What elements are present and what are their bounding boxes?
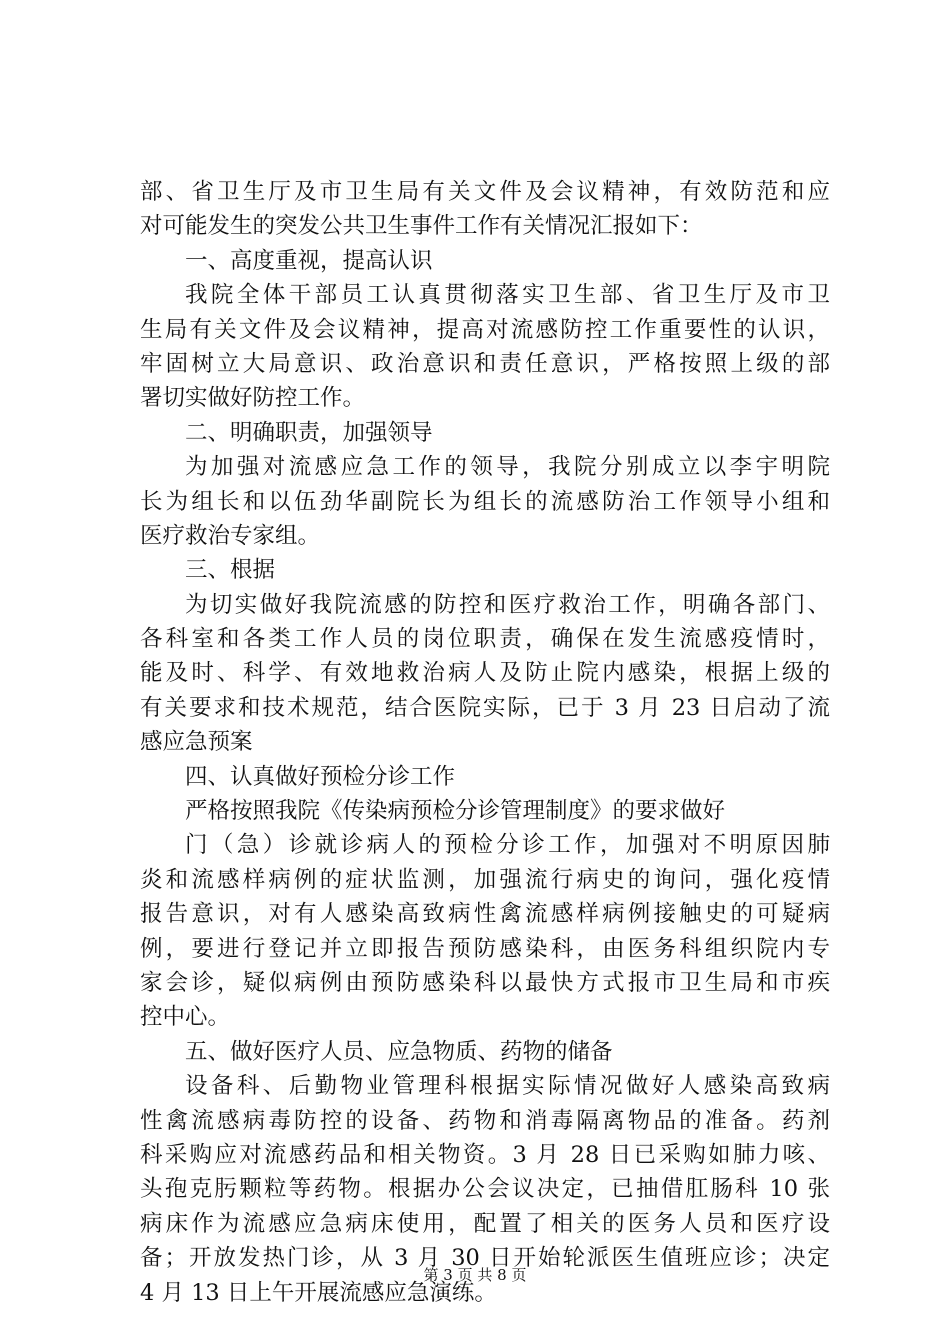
body-line: 感应急预案: [140, 729, 253, 756]
section-heading-2: 二、明确职责，加强领导: [185, 419, 433, 446]
body-line: 部、省卫生厅及市卫生局有关文件及会议精神，有效防范和应: [140, 179, 830, 205]
body-line: 炎和流感样病例的症状监测，加强流行病史的询问，强化疫情: [140, 866, 830, 893]
body-line: 门（急）诊就诊病人的预检分诊工作，加强对不明原因肺: [185, 832, 830, 859]
report-body: [140, 175, 830, 1310]
body-line: 署切实做好防控工作。: [140, 385, 366, 412]
body-line: 头孢克肟颗粒等药物。根据办公会议决定，已抽借肛肠科 10 张: [140, 1176, 830, 1203]
body-line: 备；开放发热门诊，从 3 月 30 日开始轮派医生值班应诊；决定: [140, 1245, 830, 1272]
section-heading-1: 一、高度重视，提高认识: [185, 247, 433, 274]
body-line: 4 月 13 日上午开展流感应急演练。: [140, 1279, 497, 1306]
body-line: 牢固树立大局意识、政治意识和责任意识，严格按照上级的部: [140, 350, 830, 377]
body-line: 严格按照我院《传染病预检分诊管理制度》的要求做好: [185, 798, 726, 825]
section-heading-4: 四、认真做好预检分诊工作: [185, 763, 456, 790]
section-heading-5: 五、做好医疗人员、应急物质、药物的储备: [185, 1038, 613, 1065]
body-line: 报告意识，对有人感染高致病性禽流感样病例接触史的可疑病: [140, 901, 830, 928]
body-line: 病床作为流感应急病床使用，配置了相关的医务人员和医疗设: [140, 1210, 830, 1237]
body-line: 医疗救治专家组。: [140, 522, 321, 549]
body-line: 我院全体干部员工认真贯彻落实卫生部、省卫生厅及市卫: [185, 282, 830, 309]
body-line: 家会诊，疑似病例由预防感染科以最快方式报市卫生局和市疾: [140, 969, 830, 996]
body-line: 为切实做好我院流感的防控和医疗救治工作，明确各部门、: [185, 591, 830, 618]
body-line: 例，要进行登记并立即报告预防感染科，由医务科组织院内专: [140, 935, 830, 962]
body-line: 生局有关文件及会议精神，提高对流感防控工作重要性的认识，: [140, 316, 830, 343]
body-line: 科采购应对流感药品和相关物资。3 月 28 日已采购如肺力咳、: [140, 1141, 830, 1168]
body-line: 有关要求和技术规范，结合医院实际，已于 3 月 23 日启动了流: [140, 694, 830, 721]
body-line: 为加强对流感应急工作的领导，我院分别成立以李宇明院: [185, 454, 830, 481]
body-line: 设备科、后勤物业管理科根据实际情况做好人感染高致病: [185, 1073, 830, 1100]
body-line: 长为组长和以伍劲华副院长为组长的流感防治工作领导小组和: [140, 488, 830, 515]
body-line: 各科室和各类工作人员的岗位职责，确保在发生流感疫情时，: [140, 626, 830, 653]
body-line: 控中心。: [140, 1004, 231, 1031]
section-heading-3: 三、根据: [185, 557, 276, 584]
body-line: 性禽流感病毒防控的设备、药物和消毒隔离物品的准备。药剂: [140, 1107, 830, 1134]
body-line: 对可能发生的突发公共卫生事件工作有关情况汇报如下：: [140, 213, 703, 240]
page-number-footer: 第 3 页 共 8 页: [423, 1266, 527, 1284]
body-line: 能及时、科学、有效地救治病人及防止院内感染，根据上级的: [140, 660, 830, 687]
